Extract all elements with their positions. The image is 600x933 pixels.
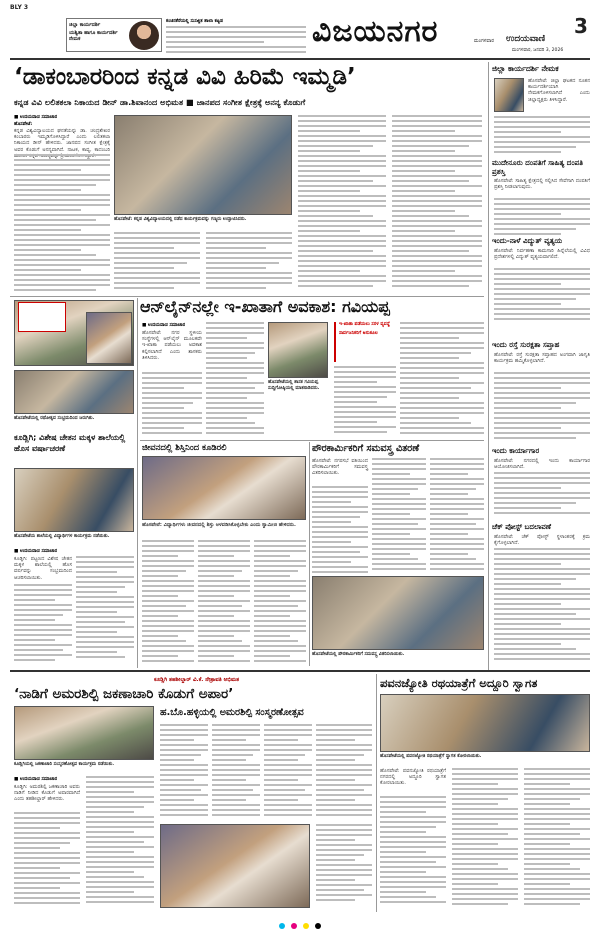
- story-a-divider: [309, 442, 310, 666]
- lead-body-col1: [14, 154, 110, 294]
- page-title: ವಿಜಯನಗರ: [312, 14, 439, 49]
- story-b-body: ಹೊಸಪೇಟೆ: ನಗರಸಭೆ ವತಿಯಿಂದ ಪೌರಕಾರ್ಮಿಕರಿಗೆ ಸಮವಸ್ತ್ರ ವಿತರಿಸಲಾಯಿತು.: [312, 458, 368, 477]
- bottom-body-left: ಕೂಡ್ಲಿಗಿ: ಅಮರಶಿಲ್ಪಿ ಜಕಣಾಚಾರಿ ಅವರು ನಾಡಿಗೆ ನೀಡಿದ ಕೊಡುಗೆ ಅಪಾರವಾಗಿದೆ ಎಂದು ತಹಶೀಲ್ದಾರ್ ಹೇಳಿದರು.: [14, 784, 80, 803]
- right-column-divider: [488, 62, 489, 670]
- second-photo: [268, 322, 328, 378]
- bottom-right-divider: [376, 674, 377, 912]
- second-col2: [206, 322, 264, 438]
- second-byline: ■ ಉದಯವಾಣಿ ಸಮಾಚಾರ: [142, 323, 186, 328]
- story2-body: ಹೊಸಪೇಟೆ: ಸಾಹಿತ್ಯ ಕ್ಷೇತ್ರದಲ್ಲಿ ಸಲ್ಲಿಸಿದ ಸೇವೆಗಾಗಿ ದಂಪತಿಗೆ ಪ್ರಶಸ್ತಿ ನೀಡಲಾಗುವುದು.: [494, 178, 590, 191]
- left-photo-crowd: [14, 370, 134, 414]
- lead-subheadline: ಕನ್ನಡ ವಿವಿ ಲಲಿತಕಲಾ ನಿಕಾಯದ ಡೀನ್ ಡಾ.ಶಿವಾನಂದ ಅಭಿಮತ ■ ಜಾನಪದ ಸಂಗೀತ ಕ್ಷೇತ್ರಕ್ಕೆ ಅನನ್ಯ ಕೊಡುಗೆ: [14, 97, 306, 107]
- story5-body: ಹೊಸಪೇಟೆ: ನಗರದಲ್ಲಿ ಇಂದು ಕಾರ್ಯಾಗಾರ ಆಯೋಜಿಸಲಾಗಿದೆ.: [494, 458, 590, 471]
- bottom-col9: [452, 768, 518, 908]
- story5-more: [494, 472, 590, 516]
- story6-more: [494, 548, 590, 662]
- registration-dot-yellow: [303, 923, 309, 929]
- story1-body: ಹೊಸಪೇಟೆ: ಜಿಲ್ಲಾ ಘಟಕದ ನೂತನ ಕಾರ್ಯದರ್ಶಿಯಾಗಿ ನೇಮಕಗೊಳಿಸಲಾಗಿದೆ ಎಂದು ಜಿಲ್ಲಾಧ್ಯಕ್ಷರು ತಿಳಿಸಿದ್ದಾರೆ.: [528, 78, 590, 103]
- bottom-mid-photo: [160, 824, 310, 908]
- story4-body: ಹೊಸಪೇಟೆ: ರಸ್ತೆ ಸುರಕ್ಷತಾ ಸಪ್ತಾಹದ ಅಂಗವಾಗಿ ಜಾಗೃತಿ ಕಾರ್ಯಕ್ರಮ ಹಮ್ಮಿಕೊಳ್ಳಲಾಗಿದೆ.: [494, 352, 590, 365]
- editor-box-title: ಜಿಲ್ಲಾ ಕಾರ್ಯದರ್ಶಿ: [69, 22, 101, 28]
- left-story-col1: [14, 584, 72, 664]
- second-bullet-2: ಸಾರ್ವಜನಿಕರಿಗೆ ಅನುಕೂಲ: [339, 330, 378, 336]
- second-photo-caption: ಹೊಸಪೇಟೆಯಲ್ಲಿ ಶಾಸಕ ಗವಿಯಪ್ಪ ಸುದ್ದಿಗೋಷ್ಠಿಯಲ್ಲಿ ಮಾತನಾಡಿದರು.: [268, 380, 320, 391]
- left-story-photo: [14, 468, 134, 532]
- issue-date: ಮಂಗಳವಾರ, ಜನವರಿ 3, 2026: [512, 48, 564, 53]
- left-story-body: ಕೂಡ್ಲಿಗಿ: ಪಟ್ಟಣದ ವಿಶೇಷ ಚೇತನ ಮಕ್ಕಳ ಶಾಲೆಯಲ್ಲಿ ಹೊಸ ವರ್ಷವನ್ನು ಸಂಭ್ರಮದಿಂದ ಆಚರಿಸಲಾಯಿತು.: [14, 556, 72, 581]
- lead-body-col3: [206, 232, 292, 292]
- story2-more: [494, 198, 590, 236]
- story4-headline: ಇಂದು ರಸ್ತೆ ಸುರಕ್ಷತಾ ಸಪ್ತಾಹ: [492, 340, 560, 349]
- story-b-col2: [372, 458, 426, 574]
- bottom-col2: [86, 776, 154, 908]
- left-story-byline: ■ ಉದಯವಾಣಿ ಸಮಾಚಾರ: [14, 549, 58, 554]
- paper-name: ಉದಯವಾಣಿ: [506, 34, 546, 44]
- lead-photo-caption: ಹೊಸಪೇಟೆ: ಕನ್ನಡ ವಿಶ್ವವಿದ್ಯಾಲಯದಲ್ಲಿ ನಡೆದ ಕಾರ್ಯಕ್ರಮವನ್ನು ಗಣ್ಯರು ಉದ್ಘಾಟಿಸಿದರು.: [114, 217, 247, 222]
- left-story-col2: [76, 556, 134, 664]
- bottom-subhead-left: ಹ.ಬೊ.ಹಳ್ಳಿಯಲ್ಲಿ ಅಮರಶಿಲ್ಪಿ ಸಂಸ್ಮರಣೋತ್ಸವ: [160, 707, 304, 718]
- story-a-col3: [254, 540, 306, 664]
- story-b-headline: ಪೌರಕಾರ್ಮಿಕರಿಗೆ ಸಮವಸ್ತ್ರ ವಿತರಣೆ: [312, 443, 420, 454]
- bottom-headline-right: ಪವನಜ್ಯೋತಿ ರಥಯಾತ್ರೆಗೆ ಅದ್ದೂರಿ ಸ್ವಾಗತ: [380, 676, 538, 690]
- lead-photo: [114, 115, 292, 215]
- story3-headline: ಇಂದು-ನಾಳೆ ವಿದ್ಯುತ್ ವ್ಯತ್ಯಯ: [492, 236, 563, 245]
- left-photo-temple: [86, 312, 132, 364]
- editor-box: [66, 18, 162, 52]
- bottom-col1: [14, 812, 80, 908]
- lead-body-col4: [298, 115, 386, 293]
- lead-dateline: ಹೊಸಪೇಟೆ:: [14, 122, 33, 127]
- story-a-col2: [198, 540, 250, 664]
- story4-more: [494, 372, 590, 440]
- bottom-kicker: ಕೂಡ್ಲಿಗಿ ತಹಶೀಲ್ದಾರ್ ವಿ.ಕೆ. ನೇತ್ರಾವತಿ ಅಭಿಮತ: [154, 677, 240, 683]
- editor-box-text: ಯಶ್ವಿತಾ ಹಾಗೂ ಕಾರ್ಯದರ್ಶಿ ನೇಮಕ: [69, 30, 118, 42]
- story5-headline: ಇಂದು ಕಾರ್ಯಾಗಾರ: [492, 446, 540, 455]
- bottom-top-rule: [10, 670, 590, 672]
- story-b-col3: [430, 458, 484, 574]
- masthead-rule: [10, 58, 590, 60]
- story-b-col1: [312, 486, 368, 574]
- second-bullets: [334, 322, 396, 362]
- story3-more: [494, 268, 590, 324]
- bottom-col4: [212, 724, 260, 820]
- registration-dot-black: [315, 923, 321, 929]
- paper-label: ಮಂಗಳವಾರ: [474, 38, 495, 44]
- left-photo-top-tag: [18, 302, 66, 332]
- story-b-caption: ಹೊಸಪೇಟೆಯಲ್ಲಿ ಪೌರಕಾರ್ಮಿಕರಿಗೆ ಸಮವಸ್ತ್ರ ವಿತರಿಸಲಾಯಿತು.: [312, 652, 405, 657]
- bottom-col3: [160, 724, 208, 820]
- lead-body-col2: [114, 232, 200, 292]
- second-col4: [400, 322, 484, 438]
- second-headline: ಆನ್‌ಲೈನ್‌ನಲ್ಲೇ ಇ-ಖಾತಾಗೆ ಅವಕಾಶ: ಗವಿಯಪ್ಪ: [140, 297, 390, 316]
- lead-byline: ■ ಉದಯವಾಣಿ ಸಮಾಚಾರ: [14, 115, 58, 120]
- bottom-col6: [316, 724, 372, 820]
- registration-marks: [0, 914, 600, 924]
- lead-body-col5: [392, 115, 482, 293]
- registration-dot-cyan: [279, 923, 285, 929]
- page-number: 3: [574, 14, 588, 38]
- story6-headline: ಚೆಕ್ ಪೋಸ್ಟ್ ಬದಲಾವಣೆ: [492, 522, 552, 531]
- left-column-divider: [137, 298, 138, 668]
- bottom-caption-left: ಕೂಡ್ಲಿಗಿಯಲ್ಲಿ ಜಕಣಾಚಾರಿ ಸಂಸ್ಮರಣೋತ್ಸವ ಕಾರ್ಯಕ್ರಮ ನಡೆಯಿತು.: [14, 762, 115, 767]
- story-a-headline: ಜೀವನದಲ್ಲಿ ಶಿಸ್ತಿನಿಂದ ಕೂಡಿರಲಿ: [142, 443, 227, 453]
- second-col1: [142, 372, 202, 438]
- left-caption-mid: ಹೊಸಪೇಟೆಯ ಶಾಲೆಯಲ್ಲಿ ವಿದ್ಯಾರ್ಥಿಗಳ ಕಾರ್ಯಕ್ರಮ ನಡೆಯಿತು.: [14, 534, 110, 539]
- second-col3: [334, 366, 396, 438]
- story-a-col1: [142, 540, 194, 664]
- bottom-caption-right: ಹೊಸಪೇಟೆಯಲ್ಲಿ ಪವನಜ್ಯೋತಿ ರಥಯಾತ್ರೆಗೆ ಸ್ವಾಗತ ಕೋರಲಾಯಿತು.: [380, 754, 482, 759]
- bottom-left-photo: [14, 706, 154, 760]
- story-a-body: ಹೊಸಪೇಟೆ: ವಿದ್ಯಾರ್ಥಿಗಳು ಜೀವನದಲ್ಲಿ ಶಿಸ್ತು ಅಳವಡಿಸಿಕೊಳ್ಳಬೇಕು ಎಂದು ಸ್ವಾಮೀಜಿ ಹೇಳಿದರು.: [142, 522, 296, 528]
- top-blurb-title: ಕಂಚಿನಕೆರೆಯಲ್ಲಿ ಸುಸಜ್ಜಿತ ಶಾಲಾ ಕಟ್ಟಡ: [166, 19, 223, 24]
- editor-portrait: [129, 21, 159, 50]
- bottom-headline-left: ‘ನಾಡಿಗೆ ಅಮರಶಿಲ್ಪಿ ಜಕಣಾಚಾರಿ ಕೊಡುಗೆ ಅಪಾರ’: [14, 686, 234, 702]
- bottom-col7: [316, 824, 372, 908]
- second-bottom-rule: [140, 440, 484, 441]
- lead-body: ಕನ್ನಡ ವಿಶ್ವವಿದ್ಯಾಲಯದ ಘನತೆಯನ್ನು ಡಾ. ಚಂದ್ರಶೇಖರ ಕಂಬಾರರು ಇಮ್ಮಡಿಗೊಳಿಸಿದ್ದಾರೆ ಎಂದು ಲಲಿತಕಲಾ ನಿಕಾಯದ ಡೀನ್ ಹೇಳಿದರು. ಜಾನಪದ ಸಂಗೀತ ಕ್ಷೇತ್ರಕ್ಕೆ ಅವರ ಕೊಡುಗೆ ಅನನ್ಯವಾಗಿದೆ. ನಾಟಕ, ಕಾವ್ಯ, ಕಾದಂಬರಿ: [14, 128, 110, 153]
- story6-body: ಹೊಸಪೇಟೆ: ಚೆಕ್ ಪೋಸ್ಟ್ ಸ್ಥಳಾಂತರಕ್ಕೆ ಕ್ರಮ ಕೈಗೊಳ್ಳಲಾಗಿದೆ.: [494, 534, 590, 547]
- bottom-right-photo: [380, 694, 590, 752]
- page-code: BLY 3: [10, 4, 29, 11]
- story2-headline: ಮುದೇನೂರು ದಂಪತಿಗೆ ಸಾಹಿತ್ಯ ದಂಪತಿ ಪ್ರಶಸ್ತಿ: [492, 158, 584, 176]
- top-blurb: [166, 18, 306, 24]
- second-bullet-1: ಇ-ಖಾತಾ ಪಡೆಯಲು ಸರಳ ವ್ಯವಸ್ಥೆ: [339, 322, 390, 327]
- left-story-headline: ಕೂಡ್ಲಿಗಿ; ವಿಶೇಷ ಚೇತನ ಮಕ್ಕಳ ಶಾಲೆಯಲ್ಲಿ ಹೊಸ ವರ್ಷಾಚರಣೆ: [14, 433, 126, 453]
- top-blurb-text: [166, 26, 306, 54]
- second-body: ಹೊಸಪೇಟೆ: ನಗರ ಸ್ಥಳೀಯ ಸಂಸ್ಥೆಗಳಲ್ಲಿ ಆನ್‌ಲೈನ್ ಮೂಲಕವೇ ಇ-ಖಾತಾ ಪಡೆಯಲು ಅವಕಾಶ ಕಲ್ಪಿಸಲಾಗಿದೆ ಎಂದು ಶಾಸಕರು ತಿಳಿಸಿದರು.: [142, 330, 202, 361]
- story-b-photo: [312, 576, 484, 650]
- story-a-photo: [142, 456, 306, 520]
- story1-headline: ಜಿಲ್ಲಾ ಕಾರ್ಯದರ್ಶಿ ನೇಮಕ: [492, 64, 559, 73]
- bottom-col10: [524, 768, 590, 908]
- lead-headline: ‘ಡಾಕಂಬಾರರಿಂದ ಕನ್ನಡ ವಿವಿ ಹಿರಿಮೆ ಇಮ್ಮಡಿ’: [14, 64, 356, 90]
- registration-dot-magenta: [291, 923, 297, 929]
- bottom-col5: [264, 724, 312, 820]
- bottom-body-right: ಹೊಸಪೇಟೆ: ಪವನಜ್ಯೋತಿ ರಥಯಾತ್ರೆಗೆ ನಗರದಲ್ಲಿ ಅದ್ದೂರಿ ಸ್ವಾಗತ ಕೋರಲಾಯಿತು.: [380, 768, 446, 787]
- story1-portrait: [494, 78, 524, 112]
- bottom-col8: [380, 796, 446, 908]
- story1-more: [494, 116, 590, 156]
- story3-body: ಹೊಸಪೇಟೆ: ನಿರ್ವಹಣಾ ಕಾಮಗಾರಿ ಹಿನ್ನೆಲೆಯಲ್ಲಿ ವಿವಿಧ ಪ್ರದೇಶಗಳಲ್ಲಿ ವಿದ್ಯುತ್ ವ್ಯತ್ಯಯವಾಗಲಿದೆ.: [494, 248, 590, 261]
- left-caption-top: ಹೊಸಪೇಟೆಯಲ್ಲಿ ರಥೋತ್ಸವ ಸಂಭ್ರಮದಿಂದ ಜರುಗಿತು.: [14, 416, 95, 421]
- bottom-byline: ■ ಉದಯವಾಣಿ ಸಮಾಚಾರ: [14, 777, 58, 782]
